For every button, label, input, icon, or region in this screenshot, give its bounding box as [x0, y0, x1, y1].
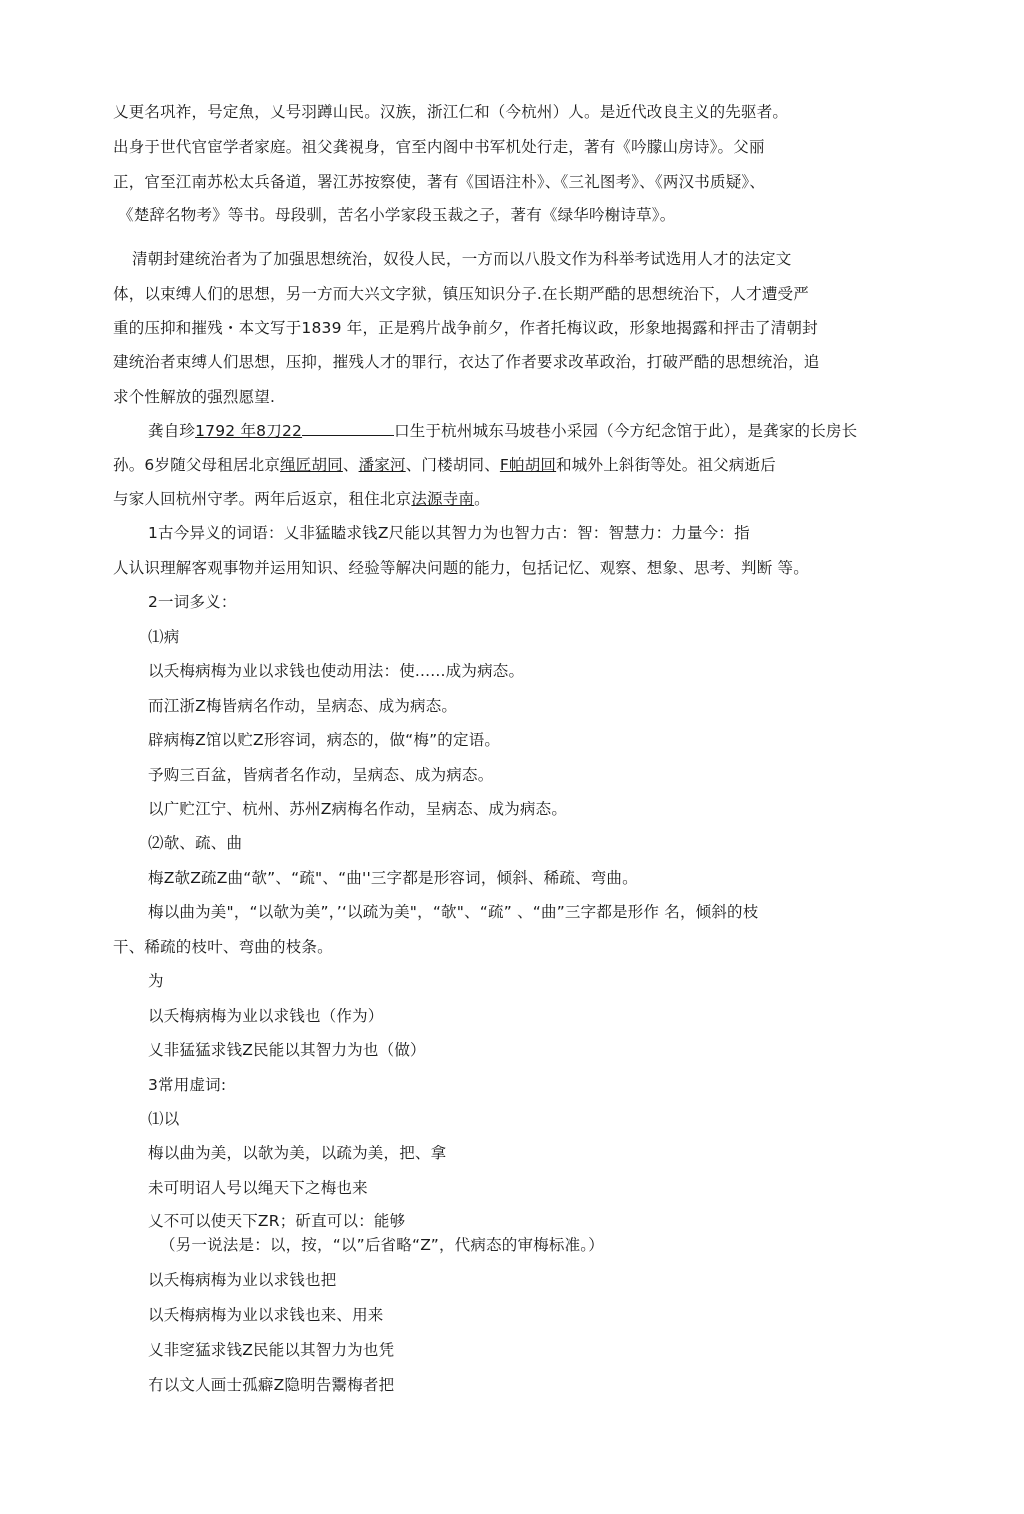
- text-line: 建统治者束缚人们思想，压抑，摧残人才的罪行，衣达了作者要求改革政治，打破严酷的思想统治，追: [113, 353, 820, 371]
- text-line-birth: [148, 421, 857, 441]
- text-line: 出身于世代官宦学者家庭。祖父龚視身，官至内阁中书军机处行走，著有《吟朦山房诗》。父丽: [113, 138, 765, 156]
- text-line: 重的压抑和摧残・本文写于1839 年，正是鸦片战争前夕，作者托梅议政，形象地揭露和抨击了清朝封: [113, 319, 818, 337]
- place-name: 法源寺南: [411, 490, 475, 508]
- text-line: 乂非窆猛求钱Z民能以其智力为也凭: [148, 1341, 395, 1359]
- subsection-heading: ⑵欹、疏、曲: [148, 834, 243, 852]
- text-line: 乂不可以使天下ZR；斫直可以：能够: [148, 1212, 406, 1230]
- place-name: F帕胡回: [499, 456, 557, 474]
- text-line: 乂更名巩祚，号定魚，乂号羽蹲山民。汉族，浙江仁和（今杭州）人。是近代改良主义的先驱者。: [113, 103, 789, 121]
- birth-date: 1792 年8刀22: [195, 422, 303, 440]
- section-heading: 2一词多义：: [148, 593, 237, 611]
- text-line: 清朝封建统治者为了加强思想统治，奴役人民，一方而以八股文作为科举考试选用人才的法定文: [132, 250, 792, 268]
- section-heading: 3常用虚词:: [148, 1076, 227, 1094]
- text-line: 梅Z欹Z疏Z曲“欹”、“疏"、“曲''三字都是形容词，倾斜、稀疏、弯曲。: [148, 869, 638, 887]
- text-run: 与家人回杭州守孝。两年后返京，租住北京: [113, 490, 412, 508]
- text-line: 予购三百盆，皆病者名作动，呈病态、成为病态。: [148, 766, 494, 784]
- text-line: 而江浙Z梅皆病名作动，呈病态、成为病态。: [148, 697, 458, 715]
- text-line: 以夭梅病梅为业以求钱也使动用法：使......成为病态。: [148, 662, 525, 680]
- subsection-heading: 为: [148, 972, 164, 990]
- text-line: 以广贮江宁、杭州、苏州Z病梅名作动，呈病态、成为病态。: [148, 800, 568, 818]
- text-line: 干、稀疏的枝叶、弯曲的枝条。: [113, 938, 333, 956]
- text-run: 龚自珍: [148, 422, 196, 440]
- text-line: 正，官至江南苏松太兵备道，署江苏按察使，著有《国语注朴》、《三礼图考》、《两汉书质疑》、: [113, 173, 766, 191]
- subsection-heading: ⑴以: [148, 1110, 180, 1128]
- text-run: 、: [342, 456, 359, 474]
- text-run: 。: [474, 490, 490, 508]
- text-line: 梅以曲为美"，“以欹为美”，’‘以疏为美"，“欹"、“疏” 、“曲”三字都是形作 名，倾斜的枝: [148, 903, 759, 921]
- text-line-return: [113, 489, 490, 509]
- text-run: 口生于杭州城东马坡巷小采园（今方纪念馆于此），是龚家的长房长: [394, 422, 858, 440]
- text-line: 辟病梅Z馆以贮Z形容词，病态的，做“梅”的定语。: [148, 731, 501, 749]
- text-line: （另一说法是：以，按，“以”后省略“Z”，代病态的审梅标准。）: [160, 1236, 604, 1254]
- text-line: 冇以文人画士孤癖Z隐明告鬻梅者把: [148, 1376, 395, 1394]
- blank-underline: [302, 421, 394, 436]
- text-line: 以夭梅病梅为业以求钱也（作为）: [148, 1007, 384, 1025]
- text-line-residences: [113, 455, 776, 475]
- text-run: 、门楼胡同、: [405, 456, 500, 474]
- text-line: 以夭梅病梅为业以求钱也把: [148, 1271, 337, 1289]
- text-run: 孙。6岁随父母租居北京: [113, 456, 281, 474]
- text-line: 《楚辞名物考》等书。母段驯，苦名小学家段玉裁之子，著有《绿华吟榭诗草》。: [118, 206, 676, 224]
- text-line: 求个性解放的强烈愿望.: [113, 388, 276, 406]
- text-run: 和城外上斜街等处。祖父病逝后: [556, 456, 776, 474]
- text-line: 1古今异义的词语：乂非猛瞌求钱Z尺能以其智力为也智力古：智：智慧力：力量今：指: [148, 524, 750, 542]
- text-line: 体，以束缚人们的思想，另一方而大兴文字狱，镇压知识分子.在长期严酷的思想统治下，人才遭受严: [113, 285, 809, 303]
- text-line: 以夭梅病梅为业以求钱也来、用来: [148, 1306, 384, 1324]
- subsection-heading: ⑴病: [148, 628, 180, 646]
- text-line: 人认识理解客观事物并运用知识、经验等解决问题的能力，包括记忆、观察、想象、思考、判断 等。: [113, 559, 809, 577]
- place-name: 绳匠胡同: [280, 456, 343, 474]
- text-line: 乂非猛猛求钱Z民能以其智力为也（做）: [148, 1041, 426, 1059]
- place-name: 潘家河: [358, 456, 406, 474]
- text-line: 梅以曲为美，以欹为美，以疏为美，把、拿: [148, 1144, 447, 1162]
- text-line: 未可明诏人号以绳天下之梅也来: [148, 1179, 368, 1197]
